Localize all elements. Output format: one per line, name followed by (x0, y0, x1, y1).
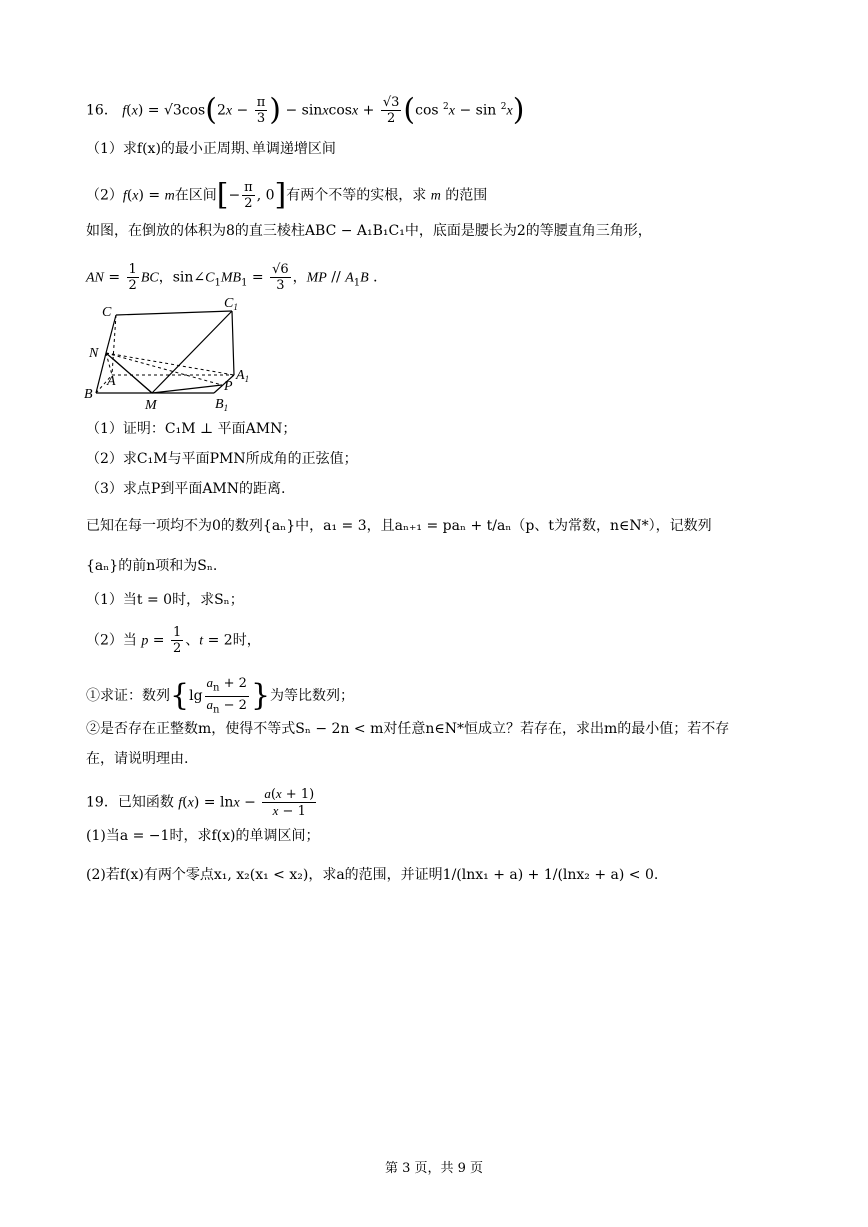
prism-figure (82, 295, 262, 415)
q16-stem: 16． f(x) = √3cos(2x − $\frac{\pi}{3}$ ) − sinxcosx + $\frac{√3}{2}$ (cos $^2$x − sin $^2$x) (86, 92, 525, 128)
q18-intro: 已知在每一项均不为0的数列{aₙ}中，a₁ = 3，且aₙ₊₁ = paₙ + t/aₙ（p、t为常数，n∈N*），记数列 (86, 518, 712, 534)
q17-conditions: AN = $\frac{1}{2}$ BC，$\sin\angle C_1MB_1$ = $\frac{√6}{3}$ ，MP // $A_1B$ ． (86, 262, 388, 293)
label-M: M (145, 398, 157, 413)
q19-part1: (1)当a = −1时，求f(x)的单调区间； (86, 828, 320, 844)
q18-sub1: ①求证：数列{lg $\frac{a_n + 2}{a_n - 2}$ }为等比数列； (86, 675, 355, 716)
q16-part2: （2）f(x) = m在区间[− $\frac{\pi}{2}$ , 0]有两个不等的实根，求 m 的范围 (86, 177, 488, 213)
q17-part3: （3）求点P到平面AMN的距离. (86, 481, 286, 497)
label-B1: $B_1$ (215, 397, 229, 413)
q18-sub2a: ②是否存在正整数m，使得不等式Sₙ − 2n < m对任意n∈N*恒成立？若存在，求出m的最小值；若不存 (86, 721, 730, 737)
q16-part1: （1）求f(x)的最小正周期､单调递增区间 (86, 141, 336, 157)
q16-number: 16． (86, 102, 118, 119)
q18-intro2: {aₙ}的前n项和为Sₙ. (86, 558, 218, 574)
q19-intro: 19．已知函数 f(x) = lnx − $\frac{a(x + 1)}{x - 1}$ (86, 786, 315, 819)
label-A: A (107, 374, 116, 389)
q18-part2: （2）当 p = $\frac{1}{2}$ 、t = 2时， (86, 625, 261, 656)
q18-sub2b: 在，请说明理由. (86, 751, 189, 767)
label-A1: $A_1$ (236, 368, 250, 384)
q17-part2: （2）求C₁M与平面PMN所成角的正弦值； (86, 451, 358, 467)
q18-part1: （1）当t = 0时，求Sₙ； (86, 592, 244, 608)
q17-part1: （1）证明：C₁M ⊥ 平面AMN； (86, 421, 297, 437)
label-P: P (224, 379, 233, 394)
q19-part2: (2)若f(x)有两个零点x₁, x₂(x₁ < x₂)，求a的范围，并证明1/(lnx₁ + a) + 1/(lnx₂ + a) < 0. (86, 867, 659, 883)
page-footer: 第 3 页，共 9 页 (384, 1161, 484, 1176)
label-N: N (89, 346, 99, 361)
label-C: C (102, 305, 112, 320)
label-B: B (84, 387, 93, 402)
label-C1: $C_1$ (224, 296, 238, 312)
q17-intro: 如图，在倒放的体积为8的直三棱柱ABC − A₁B₁C₁中，底面是腰长为2的等腰直角三角形， (86, 223, 652, 239)
q19-number: 19． (86, 794, 118, 811)
